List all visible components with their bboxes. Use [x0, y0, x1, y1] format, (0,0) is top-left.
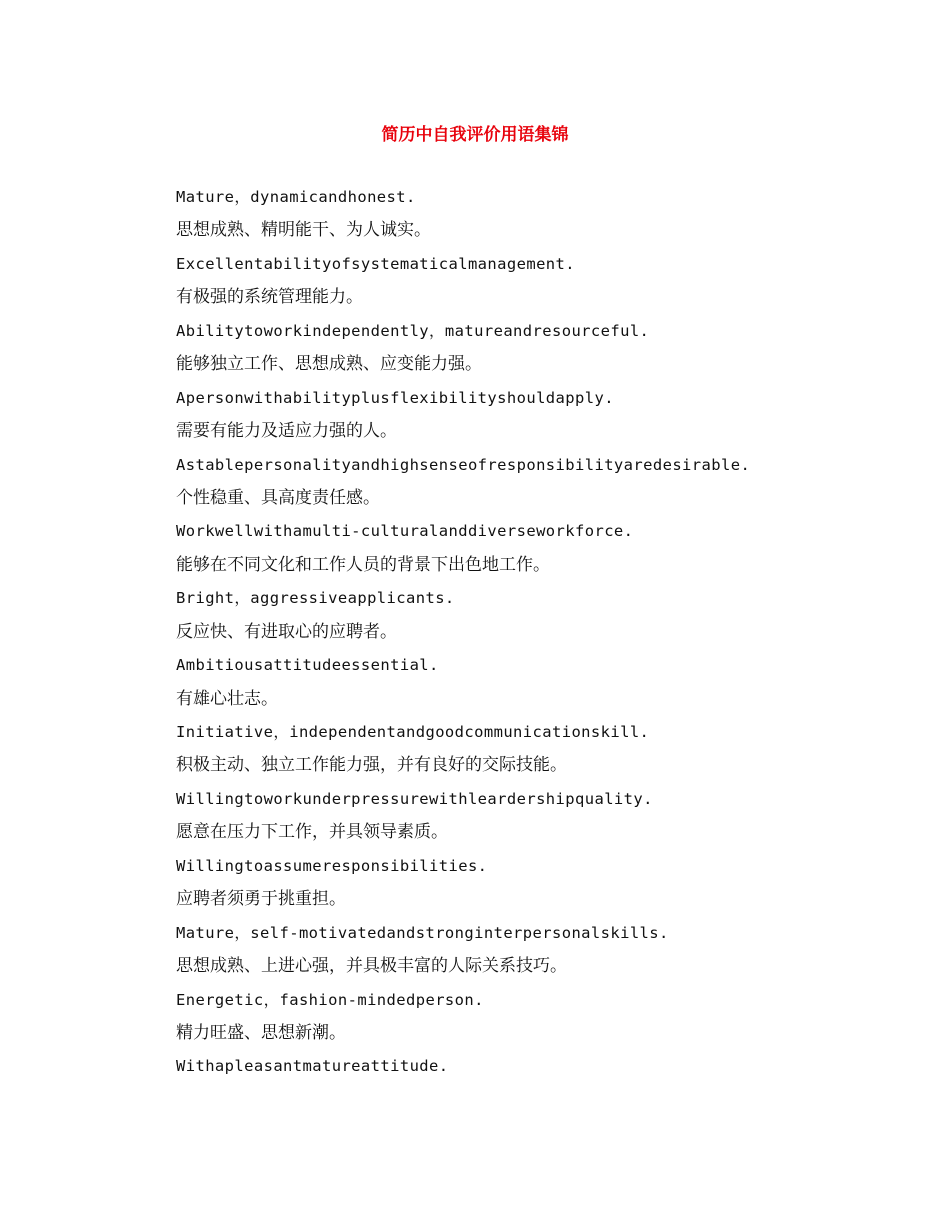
english-phrase: Mature，self-motivatedandstronginterpersonalskills.	[176, 923, 669, 942]
chinese-phrase: 有雄心壮志。	[176, 688, 278, 709]
english-phrase: Astablepersonalityandhighsenseofresponsibilityaredesirable.	[176, 455, 751, 474]
english-phrase: Bright，aggressiveapplicants.	[176, 589, 455, 608]
chinese-phrase: 有极强的系统管理能力。	[176, 287, 363, 308]
english-phrase: Workwellwithamulti-culturalanddiverseworkforce.	[176, 522, 634, 541]
english-phrase: Mature，dynamicandhonest.	[176, 188, 416, 206]
english-phrase: Ambitiousattitudeessential.	[176, 656, 439, 675]
english-phrase: Energetic，fashion-mindedperson.	[176, 990, 484, 1009]
english-phrase: Abilitytoworkindependently，matureandresourceful.	[176, 321, 650, 340]
english-phrase: Initiative，independentandgoodcommunicationskill.	[176, 723, 650, 741]
chinese-phrase: 能够在不同文化和工作人员的背景下出色地工作。	[176, 554, 550, 575]
english-phrase: Willingtoworkunderpressurewithleardershipquality.	[176, 789, 653, 808]
chinese-phrase: 愿意在压力下工作，并具领导素质。	[176, 822, 448, 843]
english-phrase: Withapleasantmatureattitude.	[176, 1057, 449, 1076]
chinese-phrase: 需要有能力及适应力强的人。	[176, 421, 397, 442]
english-phrase: Willingtoassumeresponsibilities.	[176, 856, 488, 875]
chinese-phrase: 积极主动、独立工作能力强，并有良好的交际技能。	[176, 755, 567, 776]
chinese-phrase: 应聘者须勇于挑重担。	[176, 889, 346, 910]
chinese-phrase: 精力旺盛、思想新潮。	[176, 1022, 346, 1043]
document-title: 简历中自我评价用语集锦	[381, 125, 569, 145]
chinese-phrase: 反应快、有进取心的应聘者。	[176, 621, 397, 642]
phrase-list	[176, 185, 876, 1088]
english-phrase: Apersonwithabilityplusflexibilityshouldapply.	[176, 388, 614, 407]
chinese-phrase: 思想成熟、精明能干、为人诚实。	[176, 220, 431, 241]
english-phrase: Excellentabilityofsystematicalmanagement.	[176, 254, 576, 273]
chinese-phrase: 个性稳重、具高度责任感。	[176, 487, 380, 508]
chinese-phrase: 能够独立工作、思想成熟、应变能力强。	[176, 354, 482, 375]
chinese-phrase: 思想成熟、上进心强，并具极丰富的人际关系技巧。	[176, 956, 567, 977]
